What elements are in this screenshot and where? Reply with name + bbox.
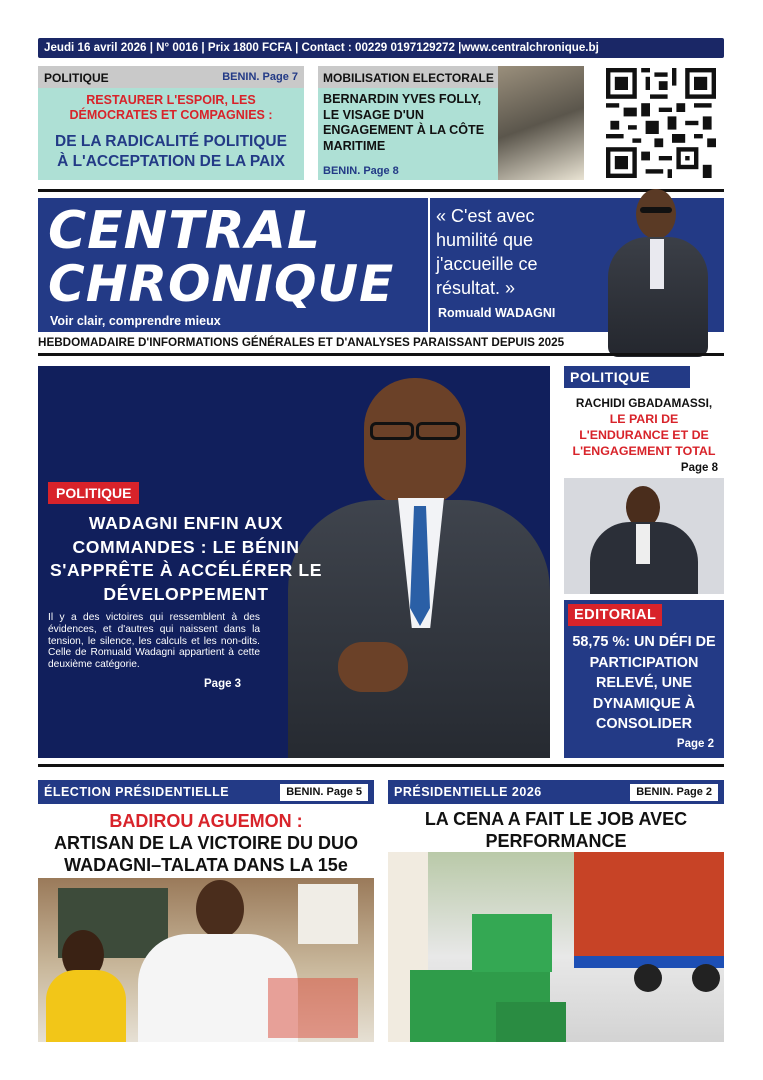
cena-photo: [388, 852, 724, 1042]
teaser-section: POLITIQUE: [44, 71, 109, 85]
quote-text: « C'est avec humilité que j'accueille ce résultat. »: [436, 206, 538, 298]
side-headline: LE PARI DE L'ENDURANCE ET DE L'ENGAGEMENT TOTAL: [572, 412, 716, 458]
logo-line1: CENTRAL: [48, 201, 322, 261]
side-story-gbadamassi[interactable]: [564, 366, 724, 594]
section-label: ÉLECTION PRÉSIDENTIELLE: [44, 785, 230, 799]
editorial-headline: 58,75 %: UN DÉFI DE PARTICIPATION RELEVÉ, UNE DYNAMIQUE À CONSOLIDER: [572, 634, 716, 732]
date-bar: [38, 38, 724, 58]
logo-line2: CHRONIQUE: [48, 255, 395, 313]
section-ref: BENIN. Page 2: [630, 784, 718, 801]
divider: [38, 353, 724, 356]
editorial-tag: EDITORIAL: [568, 604, 662, 626]
teaser-section: MOBILISATION ELECTORALE: [323, 71, 494, 85]
qr-code-icon: [606, 68, 716, 178]
aguemon-name: BADIROU AGUEMON :: [109, 811, 303, 831]
masthead: [38, 198, 428, 332]
teaser-headline-blue: DE LA RADICALITÉ POLITIQUE À L'ACCEPTATION DE LA PAIX: [55, 133, 287, 170]
side-tag: POLITIQUE: [570, 369, 650, 385]
quote-author: Romuald WADAGNI: [438, 306, 556, 320]
teaser-mobilisation[interactable]: [318, 66, 584, 180]
teaser-ref: BENIN. Page 8: [323, 165, 399, 177]
section-label: PRÉSIDENTIELLE 2026: [394, 785, 542, 799]
aguemon-headline: ARTISAN DE LA VICTOIRE DU DUO WADAGNI–TALATA DANS LA 15e: [53, 833, 358, 875]
cena-headline: LA CENA A FAIT LE JOB AVEC PERFORMANCE: [424, 809, 688, 851]
masthead-subtitle: HEBDOMADAIRE D'INFORMATIONS GÉNÉRALES ET D'ANALYSES PARAISSANT DEPUIS 2025: [38, 336, 565, 349]
editorial-box[interactable]: [564, 600, 724, 758]
qr-code[interactable]: [606, 68, 716, 178]
lead-tag: POLITIQUE: [48, 482, 139, 504]
teaser-ref: BENIN. Page 7: [222, 71, 298, 83]
editorial-page: Page 2: [676, 738, 714, 750]
lead-page: Page 3: [204, 678, 242, 690]
folly-photo: [498, 66, 584, 180]
divider: [38, 764, 724, 767]
story-cena[interactable]: [388, 780, 724, 1042]
teaser-headline: BERNARDIN YVES FOLLY, LE VISAGE D'UN ENGAGEMENT À LA CÔTE MARITIME: [323, 92, 485, 153]
lead-headline: WADAGNI ENFIN AUX COMMANDES : LE BÉNIN S'APPRÊTE À ACCÉLÉRER LE DÉVELOPPEMENT: [49, 513, 323, 604]
section-ref: BENIN. Page 5: [280, 784, 368, 801]
date-bar-text: Jeudi 16 avril 2026 | N° 0016 | Prix 1800 FCFA | Contact : 00229 0197129272 |www.centralchronique.bj: [44, 41, 599, 54]
story-aguemon[interactable]: [38, 780, 374, 1042]
side-name: RACHIDI GBADAMASSI,: [575, 396, 713, 410]
teaser-headline-red: RESTAURER L'ESPOIR, LES DÉMOCRATES ET COMPAGNIES :: [69, 93, 273, 122]
gbadamassi-photo: [564, 478, 724, 594]
wadagni-portrait: [600, 185, 718, 357]
lead-body: Il y a des victoires qui ressemblent à des évidences, et d'autres qui naissent dans la tension, le silence, les calculs et les non-dits. Celle de Romuald Wadagni appartient à cette deuxième catégorie.: [48, 612, 260, 671]
lead-story[interactable]: [38, 366, 550, 758]
side-page: Page 8: [680, 462, 718, 474]
teaser-politique[interactable]: [38, 66, 304, 180]
aguemon-photo: [38, 878, 374, 1042]
tagline: Voir clair, comprendre mieux: [50, 314, 221, 328]
